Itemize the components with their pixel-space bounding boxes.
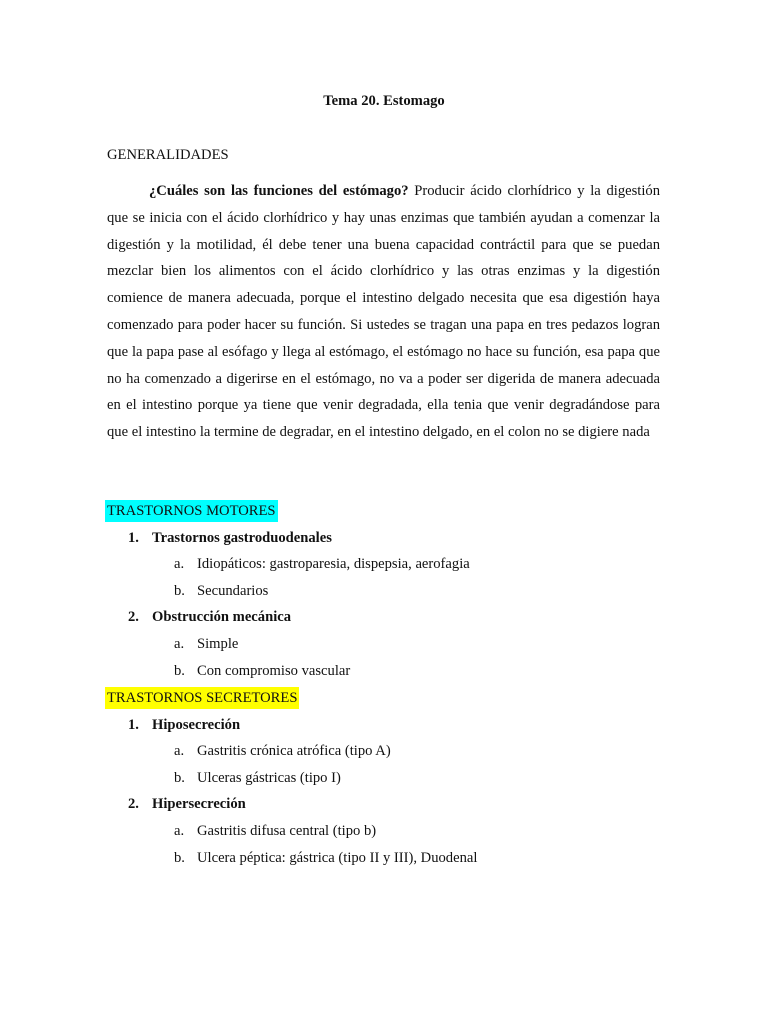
list-marker: a. [174, 823, 185, 839]
list-marker: b. [174, 850, 185, 866]
intro-paragraph [107, 178, 660, 446]
list-item-label: Simple [197, 636, 239, 652]
intro-answer: Producir ácido clorhídrico y la digestión que se inicia con el ácido clorhídrico y hay unas enzimas que también ayudan a comenzar la digestión y la motilidad, él debe tener una buena capacidad contráctil para que se puedan mezclar bien los alimentos con el ácido clorhídrico y las otras enzimas y la digestión comience de manera adecuada, porque el intestino delgado necesita que esa digestión haya comenzado para poder hacer su función. Si ustedes se tragan una papa en tres pedazos logran que la papa pase al esófago y llega al estómago, el estómago no hace su función, esa papa que no ha comenzado a digerirse en el estómago, no va a poder ser digerida de manera adecuada en el intestino porque ya tiene que venir degradada, ella tenia que venir degradándose para que el intestino la termine de degradar, en el intestino delgado, en el colon no se digiere nada [107, 183, 660, 441]
heading-trastornos-secretores: TRASTORNOS SECRETORES [105, 687, 299, 709]
list-marker: a. [174, 636, 185, 652]
heading-trastornos-motores: TRASTORNOS MOTORES [105, 500, 278, 522]
list-item-label: Ulceras gástricas (tipo I) [197, 770, 341, 786]
list-subitem-simple [174, 633, 238, 655]
list-marker: 1. [128, 530, 139, 546]
list-subitem-gastritis-difusa [174, 820, 376, 842]
list-subitem-secundarios [174, 580, 268, 602]
list-subitem-compromiso-vascular [174, 660, 350, 682]
list-item-label: Hipersecreción [152, 796, 246, 812]
list-item-label: Trastornos gastroduodenales [152, 530, 332, 546]
list-marker: 1. [128, 717, 139, 733]
list-marker: a. [174, 556, 185, 572]
list-item-obstruccion-mecanica [128, 606, 291, 628]
section-heading-generalidades: GENERALIDADES [107, 147, 229, 163]
list-item-label: Hiposecreción [152, 717, 241, 733]
list-subitem-ulceras-gastricas [174, 767, 341, 789]
list-item-label: Secundarios [197, 583, 269, 599]
list-marker: a. [174, 743, 185, 759]
list-item-label: Gastritis difusa central (tipo b) [197, 823, 377, 839]
list-marker: b. [174, 583, 185, 599]
list-item-hiposecrecion [128, 714, 240, 736]
list-subitem-gastritis-atrofica [174, 740, 391, 762]
list-subitem-ulcera-peptica [174, 847, 477, 869]
list-item-hipersecrecion [128, 793, 246, 815]
page-title: Tema 20. Estomago [323, 93, 445, 109]
list-item-label: Gastritis crónica atrófica (tipo A) [197, 743, 391, 759]
list-item-label: Ulcera péptica: gástrica (tipo II y III), Duodenal [197, 850, 478, 866]
intro-question: ¿Cuáles son las funciones del estómago? [149, 183, 409, 199]
list-item-label: Idiopáticos: gastroparesia, dispepsia, aerofagia [197, 556, 470, 572]
list-item-label: Con compromiso vascular [197, 663, 351, 679]
list-marker: b. [174, 663, 185, 679]
list-marker: 2. [128, 796, 139, 812]
list-item-label: Obstrucción mecánica [152, 609, 292, 625]
list-marker: b. [174, 770, 185, 786]
list-item-trastornos-gastroduodenales [128, 527, 332, 549]
list-subitem-idiopaticos [174, 553, 470, 575]
list-marker: 2. [128, 609, 139, 625]
